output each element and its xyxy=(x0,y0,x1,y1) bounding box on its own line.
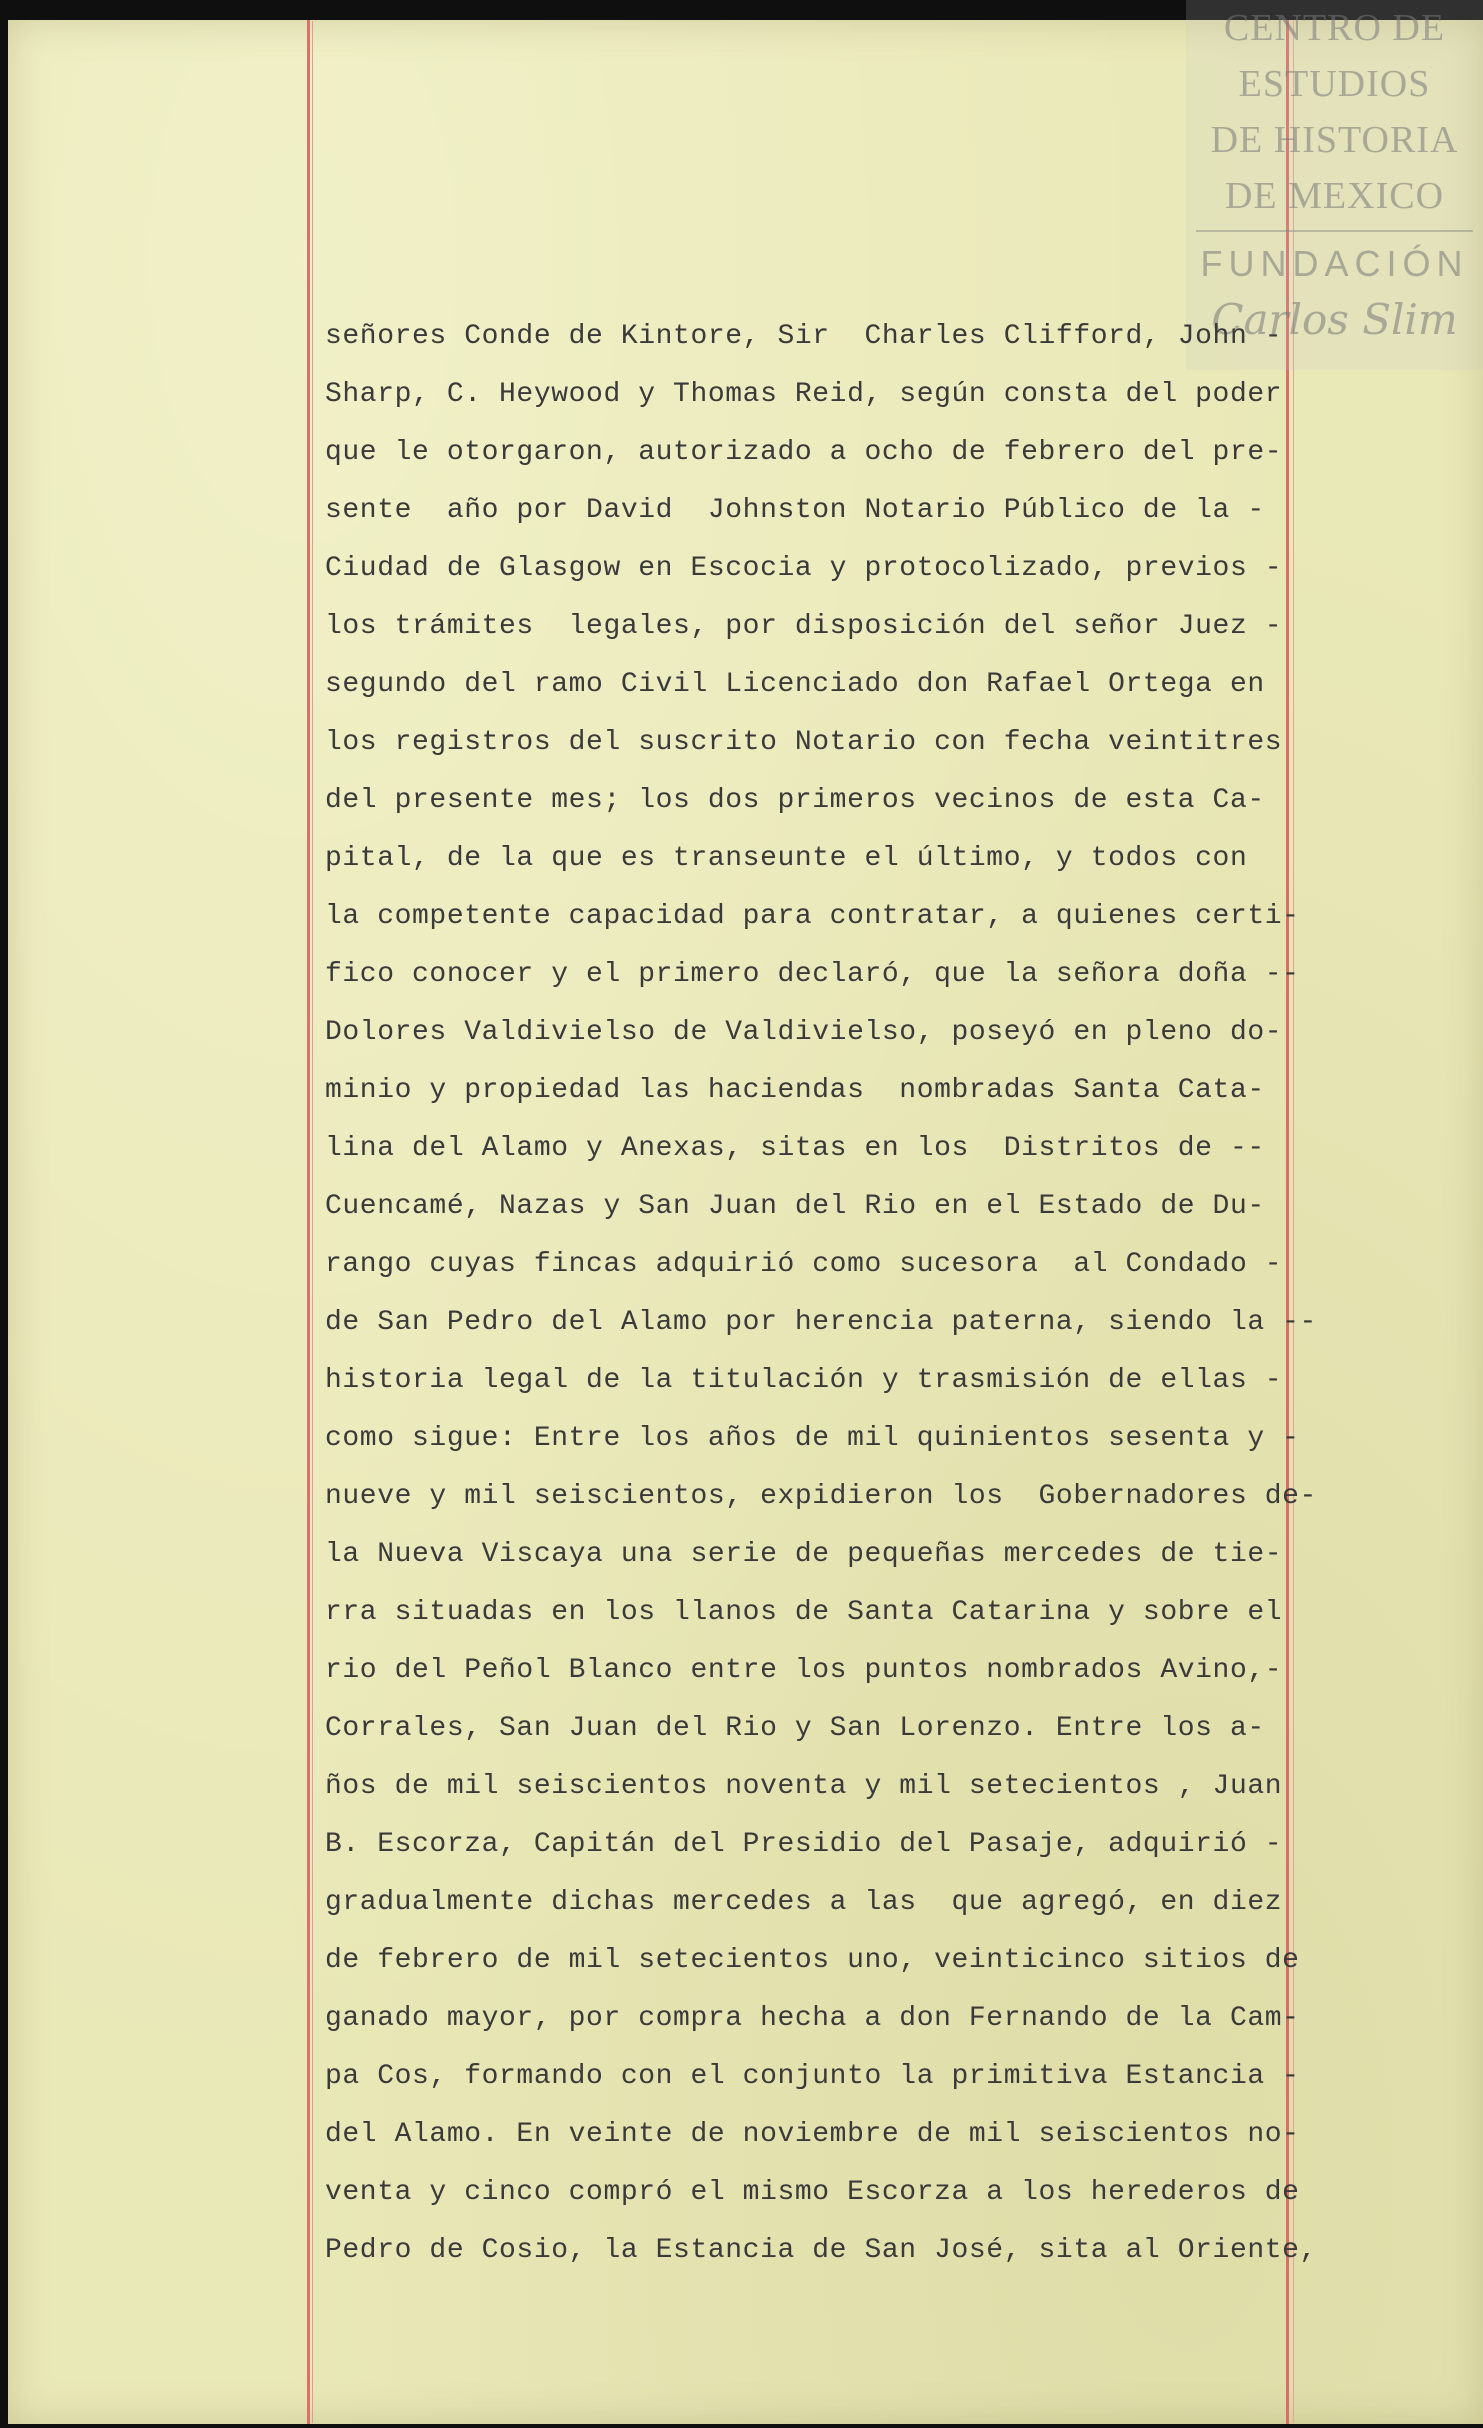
text-line: Pedro de Cosio, la Estancia de San José, sita al Oriente, xyxy=(325,2235,1317,2266)
text-line: pital, de la que es transeunte el último, y todos con xyxy=(325,843,1248,874)
text-line: nueve y mil seiscientos, expidieron los Gobernadores de- xyxy=(325,1481,1317,1512)
text-line: historia legal de la titulación y trasmisión de ellas - xyxy=(325,1365,1283,1396)
typed-text-body xyxy=(325,308,1315,2280)
text-line: segundo del ramo Civil Licenciado don Rafael Ortega en xyxy=(325,669,1265,700)
text-line: Dolores Valdivielso de Valdivielso, poseyó en pleno do- xyxy=(325,1017,1283,1048)
text-line: los trámites legales, por disposición del señor Juez - xyxy=(325,611,1283,642)
text-line: como sigue: Entre los años de mil quinientos sesenta y - xyxy=(325,1423,1300,1454)
text-line: los registros del suscrito Notario con fecha veintitres xyxy=(325,727,1283,758)
text-line: gradualmente dichas mercedes a las que agregó, en diez xyxy=(325,1887,1283,1918)
watermark-foundation: FUNDACIÓN xyxy=(1200,243,1469,284)
text-line: de San Pedro del Alamo por herencia paterna, siendo la -- xyxy=(325,1307,1317,1338)
watermark-line: DE HISTORIA xyxy=(1210,119,1459,161)
text-line: Sharp, C. Heywood y Thomas Reid, según consta del poder xyxy=(325,379,1283,410)
watermark-signature: Carlos Slim xyxy=(1211,295,1458,344)
watermark-divider xyxy=(1196,230,1473,232)
text-line: rra situadas en los llanos de Santa Catarina y sobre el xyxy=(325,1597,1283,1628)
text-line: Corrales, San Juan del Rio y San Lorenzo. Entre los a- xyxy=(325,1713,1265,1744)
text-line: rango cuyas fincas adquirió como sucesora al Condado - xyxy=(325,1249,1283,1280)
text-line: ños de mil seiscientos noventa y mil setecientos , Juan xyxy=(325,1771,1283,1802)
text-line: venta y cinco compró el mismo Escorza a los herederos de xyxy=(325,2177,1300,2208)
text-line: lina del Alamo y Anexas, sitas en los Distritos de -- xyxy=(325,1133,1265,1164)
text-line: la Nueva Viscaya una serie de pequeñas mercedes de tie- xyxy=(325,1539,1283,1570)
text-line: Ciudad de Glasgow en Escocia y protocolizado, previos - xyxy=(325,553,1283,584)
text-line: la competente capacidad para contratar, a quienes certi- xyxy=(325,901,1300,932)
text-line: fico conocer y el primero declaró, que la señora doña -- xyxy=(325,959,1300,990)
watermark-line: ESTUDIOS xyxy=(1238,63,1431,105)
text-line: ganado mayor, por compra hecha a don Fernando de la Cam- xyxy=(325,2003,1300,2034)
watermark-line: CENTRO DE xyxy=(1223,7,1446,49)
text-line: del Alamo. En veinte de noviembre de mil seiscientos no- xyxy=(325,2119,1300,2150)
left-margin-rule xyxy=(307,20,310,2424)
text-line: del presente mes; los dos primeros vecinos de esta Ca- xyxy=(325,785,1265,816)
text-line: sente año por David Johnston Notario Público de la - xyxy=(325,495,1265,526)
text-line: que le otorgaron, autorizado a ocho de febrero del pre- xyxy=(325,437,1283,468)
text-line: minio y propiedad las haciendas nombradas Santa Cata- xyxy=(325,1075,1265,1106)
text-line: señores Conde de Kintore, Sir Charles Clifford, John - xyxy=(325,321,1283,352)
text-line: pa Cos, formando con el conjunto la primitiva Estancia - xyxy=(325,2061,1300,2092)
watermark-line: DE MEXICO xyxy=(1224,175,1445,217)
text-line: de febrero de mil setecientos uno, veinticinco sitios de xyxy=(325,1945,1300,1976)
text-line: rio del Peñol Blanco entre los puntos nombrados Avino,- xyxy=(325,1655,1283,1686)
text-line: B. Escorza, Capitán del Presidio del Pasaje, adquirió - xyxy=(325,1829,1283,1860)
text-line: Cuencamé, Nazas y San Juan del Rio en el Estado de Du- xyxy=(325,1191,1265,1222)
